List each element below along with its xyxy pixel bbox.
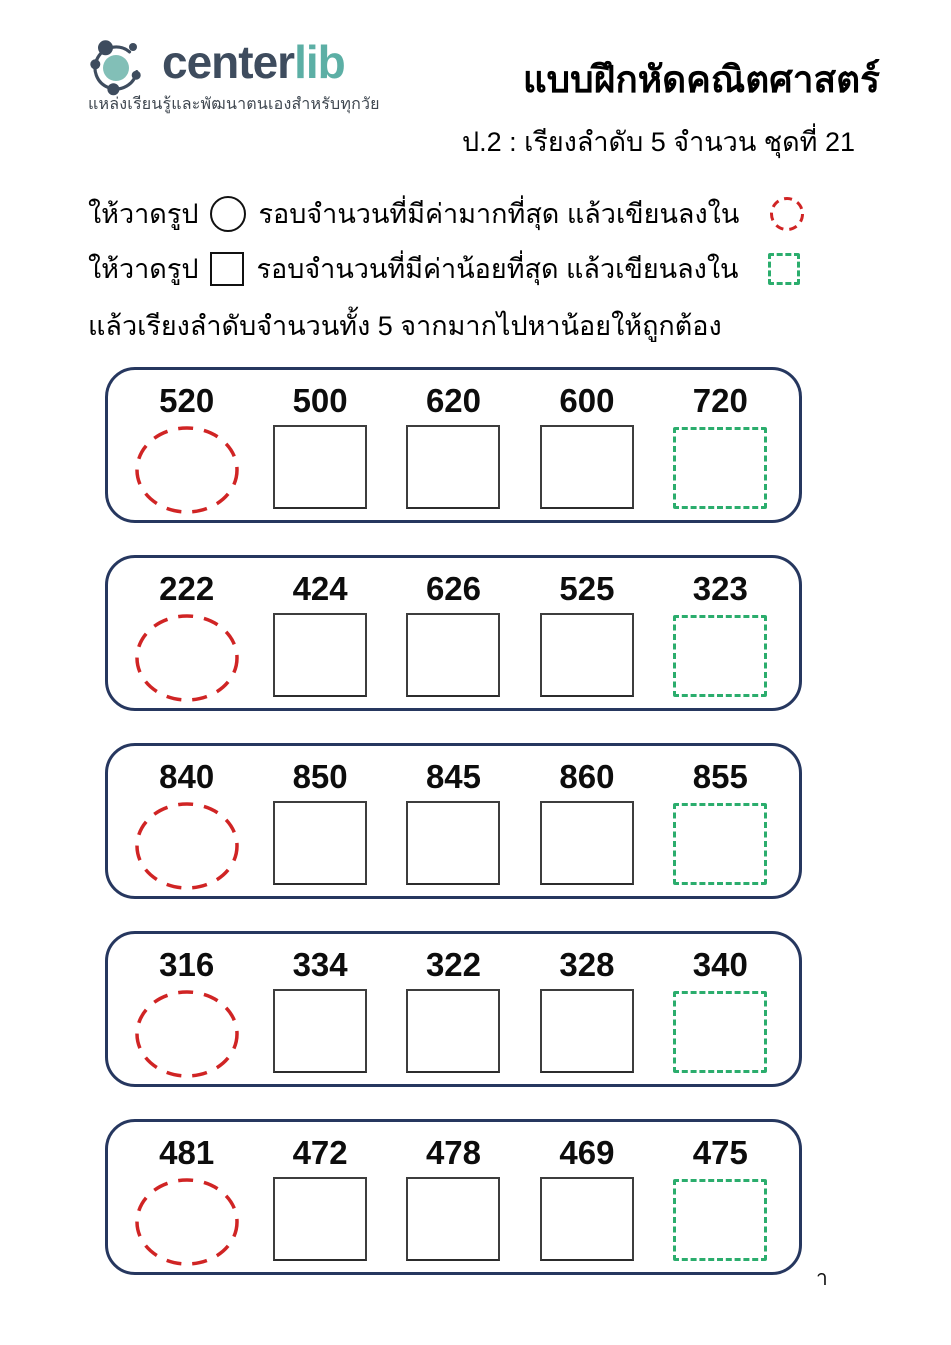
brand-logo xyxy=(84,34,345,96)
max-answer-ellipse-red xyxy=(134,989,240,1079)
order-answer-box xyxy=(406,613,500,697)
number-label: 600 xyxy=(559,382,615,419)
min-answer-box-green xyxy=(673,427,767,509)
number-label: 500 xyxy=(292,382,348,419)
circle-shape-icon xyxy=(210,196,246,232)
number-label: 620 xyxy=(425,382,482,419)
number-label: 322 xyxy=(425,946,482,983)
number-row xyxy=(120,1134,787,1172)
number-row xyxy=(120,570,787,608)
problem-list xyxy=(105,367,802,1275)
answer-row xyxy=(120,613,787,703)
square-shape-icon xyxy=(210,252,244,286)
number-label: 328 xyxy=(559,946,615,983)
order-answer-box xyxy=(406,425,500,509)
instruction-1-prefix: ให้วาดรูป xyxy=(88,199,199,229)
max-answer-ellipse-red xyxy=(134,1177,240,1267)
brand-name-primary: center xyxy=(162,36,295,88)
order-answer-box xyxy=(273,425,367,509)
stray-character: า xyxy=(816,1267,828,1290)
number-label: 316 xyxy=(159,946,215,983)
problem-card-5 xyxy=(105,1119,802,1275)
number-label: 481 xyxy=(159,1134,215,1171)
order-answer-box xyxy=(406,1177,500,1261)
min-answer-box-green xyxy=(673,1179,767,1261)
min-answer-box-green xyxy=(673,991,767,1073)
instruction-line-3: แล้วเรียงลำดับจำนวนทั้ง 5 จากมากไปหาน้อยให้ถูกต้อง xyxy=(88,311,722,341)
number-label: 720 xyxy=(692,382,748,419)
number-label: 840 xyxy=(159,758,215,795)
min-answer-box-green xyxy=(673,803,767,885)
number-label: 860 xyxy=(559,758,615,795)
number-label: 469 xyxy=(559,1134,615,1171)
number-label: 475 xyxy=(692,1134,748,1171)
max-target-dashed-circle-icon xyxy=(769,196,805,232)
answer-row xyxy=(120,801,787,891)
page-subtitle: ป.2 : เรียงลำดับ 5 จำนวน ชุดที่ 21 xyxy=(461,127,855,157)
order-answer-box xyxy=(273,1177,367,1261)
number-label: 525 xyxy=(559,570,615,607)
min-answer-box-green xyxy=(673,615,767,697)
max-answer-ellipse-red xyxy=(134,801,240,891)
number-label: 340 xyxy=(692,946,748,983)
answer-row xyxy=(120,1177,787,1267)
page-title: แบบฝึกหัดคณิตศาสตร์ xyxy=(522,59,880,100)
number-label: 478 xyxy=(425,1134,482,1171)
number-label: 222 xyxy=(159,570,215,607)
order-answer-box xyxy=(406,989,500,1073)
problem-card-4 xyxy=(105,931,802,1087)
problem-card-2 xyxy=(105,555,802,711)
order-answer-box xyxy=(540,613,634,697)
instruction-2-suffix: รอบจำนวนที่มีค่าน้อยที่สุด แล้วเขียนลงใน xyxy=(256,254,739,284)
number-label: 626 xyxy=(425,570,482,607)
problem-card-3 xyxy=(105,743,802,899)
number-label: 323 xyxy=(692,570,748,607)
number-label: 850 xyxy=(292,758,348,795)
order-answer-box xyxy=(540,801,634,885)
centerlib-logo-icon xyxy=(84,34,154,96)
brand-name-accent: lib xyxy=(294,36,345,88)
number-row xyxy=(120,758,787,796)
answer-row xyxy=(120,989,787,1079)
order-answer-box xyxy=(273,989,367,1073)
instruction-line-1 xyxy=(88,192,805,235)
order-answer-box xyxy=(406,801,500,885)
number-label: 855 xyxy=(692,758,748,795)
max-answer-ellipse-red xyxy=(134,613,240,703)
number-label: 424 xyxy=(292,570,348,607)
number-label: 472 xyxy=(292,1134,348,1171)
number-row xyxy=(120,946,787,984)
number-label: 845 xyxy=(425,758,482,795)
max-answer-ellipse-red xyxy=(134,425,240,515)
min-target-dashed-square-icon xyxy=(768,253,800,285)
answer-row xyxy=(120,425,787,515)
number-label: 520 xyxy=(159,382,215,419)
brand-wordmark xyxy=(162,36,345,91)
order-answer-box xyxy=(273,613,367,697)
problem-card-1 xyxy=(105,367,802,523)
order-answer-box xyxy=(540,425,634,509)
order-answer-box xyxy=(540,1177,634,1261)
number-row xyxy=(120,382,787,420)
brand-tagline: แหล่งเรียนรู้และพัฒนาตนเองสำหรับทุกวัย xyxy=(88,96,380,113)
number-label: 334 xyxy=(292,946,348,983)
order-answer-box xyxy=(273,801,367,885)
instruction-line-2 xyxy=(88,247,800,290)
instruction-2-prefix: ให้วาดรูป xyxy=(88,254,199,284)
instruction-1-suffix: รอบจำนวนที่มีค่ามากที่สุด แล้วเขียนลงใน xyxy=(258,199,740,229)
order-answer-box xyxy=(540,989,634,1073)
